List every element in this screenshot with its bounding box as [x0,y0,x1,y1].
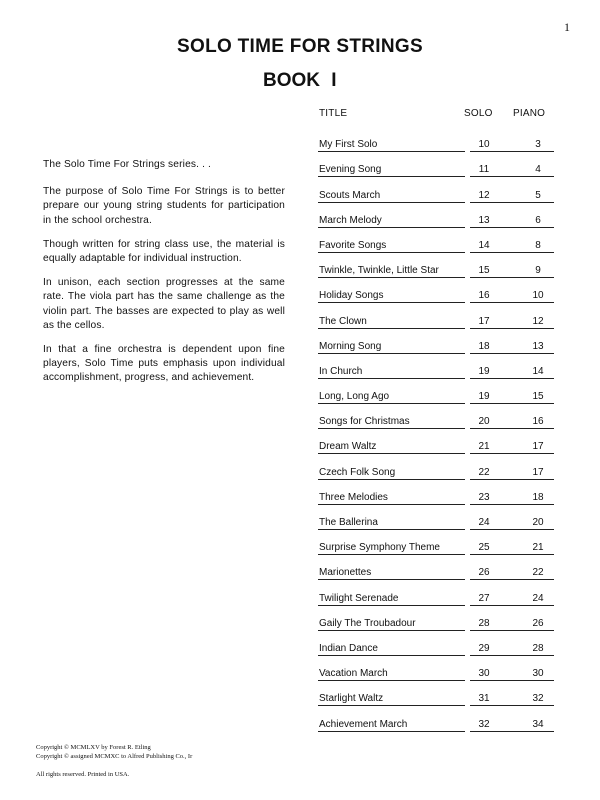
toc-row [318,454,554,479]
toc-title: Scouts March [319,189,381,201]
toc-piano-page: 8 [535,239,541,251]
intro-paragraph: Though written for string class use, the material is equally adaptable for individual instruction. [43,238,285,265]
title-underline [318,731,465,732]
toc-piano-page: 5 [535,189,541,201]
intro-paragraph: In that a fine orchestra is dependent upon fine players, Solo Time puts emphasis upon individual accomplishment, progress, and achievement. [43,344,285,384]
copyright-line-2: Copyright © assigned MCMXC to Alfred Publishing Co., Ir [36,753,193,760]
toc-solo-page: 27 [478,592,490,604]
toc-piano-page: 34 [532,718,544,730]
page-number: 1 [564,20,570,34]
toc-row [318,580,554,605]
toc-solo-page: 19 [478,365,490,377]
toc-solo-page: 10 [478,139,490,151]
toc-row [318,505,554,530]
toc-solo-page: 12 [478,189,490,201]
toc-row [318,681,554,706]
toc-row [318,303,554,328]
toc-solo-page: 22 [478,466,490,478]
toc-solo-page: 29 [478,642,490,654]
toc-title: The Ballerina [319,517,378,528]
toc-row [318,354,554,379]
toc-piano-page: 10 [532,290,544,302]
toc-title: Morning Song [319,340,382,352]
toc-row [318,656,554,681]
toc-solo-page: 28 [478,617,490,629]
toc-row [318,480,554,505]
toc-row [318,127,554,152]
toc-title: Twinkle, Twinkle, Little Star [319,265,439,277]
toc-row [318,429,554,454]
toc-title: Marionettes [319,567,372,579]
copyright-line-1: Copyright © MCMLXV by Forest R. Etling [36,744,151,751]
toc-piano-page: 15 [532,391,544,403]
toc-row [318,278,554,303]
toc-solo-page: 20 [478,416,490,428]
toc-header-title: TITLE [319,108,348,119]
toc-solo-page: 19 [478,391,490,403]
toc-solo-page: 17 [478,315,490,327]
toc-solo-page: 18 [478,340,490,352]
toc-solo-page: 14 [478,239,490,251]
toc-solo-page: 16 [478,290,490,302]
toc-row [318,329,554,354]
toc-piano-page: 12 [532,315,544,327]
toc-piano-page: 3 [535,139,541,151]
toc-title: March Melody [319,214,382,226]
toc-title: Evening Song [319,164,382,176]
toc-piano-page: 20 [532,517,544,528]
toc-title: Three Melodies [319,491,388,503]
intro-paragraph: The purpose of Solo Time For Strings is to better prepare our young string students for participation in the school orchestra. [43,186,285,226]
toc-title: Holiday Songs [319,290,384,302]
toc-piano-page: 14 [532,365,544,377]
table-of-contents [318,127,554,732]
book-title: BOOK I [263,70,337,91]
rights-line: All rights reserved. Printed in USA. [36,771,130,778]
toc-row [318,631,554,656]
toc-title: In Church [319,365,363,377]
toc-piano-page: 21 [532,542,544,554]
toc-row [318,253,554,278]
toc-row [318,530,554,555]
number-underline [470,731,554,732]
toc-solo-page: 13 [478,214,490,226]
toc-row [318,177,554,202]
toc-piano-page: 16 [532,416,544,428]
toc-piano-page: 13 [532,340,544,352]
toc-title: Favorite Songs [319,239,387,251]
toc-title: The Clown [319,315,367,327]
toc-row [318,606,554,631]
toc-piano-page: 17 [532,441,544,453]
toc-piano-page: 17 [532,466,544,478]
toc-title: Surprise Symphony Theme [319,542,440,554]
intro-lead: The Solo Time For Strings series. . . [43,159,212,170]
toc-title: Achievement March [319,718,408,730]
toc-title: Twilight Serenade [319,592,399,604]
toc-title: Songs for Christmas [319,416,410,428]
toc-row [318,706,554,731]
toc-header-piano: PIANO [513,108,546,119]
toc-solo-page: 24 [478,517,490,528]
intro-text [43,158,285,396]
toc-title: Gaily The Troubadour [319,617,416,629]
toc-title: Indian Dance [319,642,378,654]
toc-piano-page: 18 [532,491,544,503]
main-title: SOLO TIME FOR STRINGS [177,36,423,57]
toc-row [318,404,554,429]
toc-solo-page: 30 [478,668,490,680]
toc-row [318,228,554,253]
toc-piano-page: 32 [532,693,544,705]
toc-piano-page: 9 [535,265,541,277]
toc-solo-page: 21 [478,441,490,453]
toc-row [318,555,554,580]
toc-title: Long, Long Ago [319,391,390,403]
toc-row [318,379,554,404]
toc-row [318,152,554,177]
toc-header-solo: SOLO [464,108,493,119]
intro-paragraph: In unison, each section progresses at the same rate. The viola part has the same challenge as the violin part. The basses are expected to play as well as the cellos. [43,277,285,331]
toc-solo-page: 32 [478,718,490,730]
toc-row [318,203,554,228]
toc-piano-page: 22 [532,567,544,579]
toc-solo-page: 25 [478,542,490,554]
toc-solo-page: 11 [478,164,490,176]
toc-piano-page: 28 [532,642,544,654]
toc-title: Starlight Waltz [319,693,384,705]
toc-piano-page: 4 [535,164,541,176]
toc-solo-page: 15 [478,265,490,277]
toc-title: Czech Folk Song [319,466,396,478]
toc-title: My First Solo [319,139,378,151]
toc-piano-page: 30 [532,668,544,680]
toc-piano-page: 24 [532,592,544,604]
toc-solo-page: 26 [478,567,490,579]
toc-solo-page: 31 [478,693,490,705]
toc-piano-page: 26 [532,617,544,629]
toc-title: Dream Waltz [319,441,377,453]
toc-solo-page: 23 [478,491,490,503]
toc-title: Vacation March [319,668,388,680]
toc-piano-page: 6 [535,214,541,226]
